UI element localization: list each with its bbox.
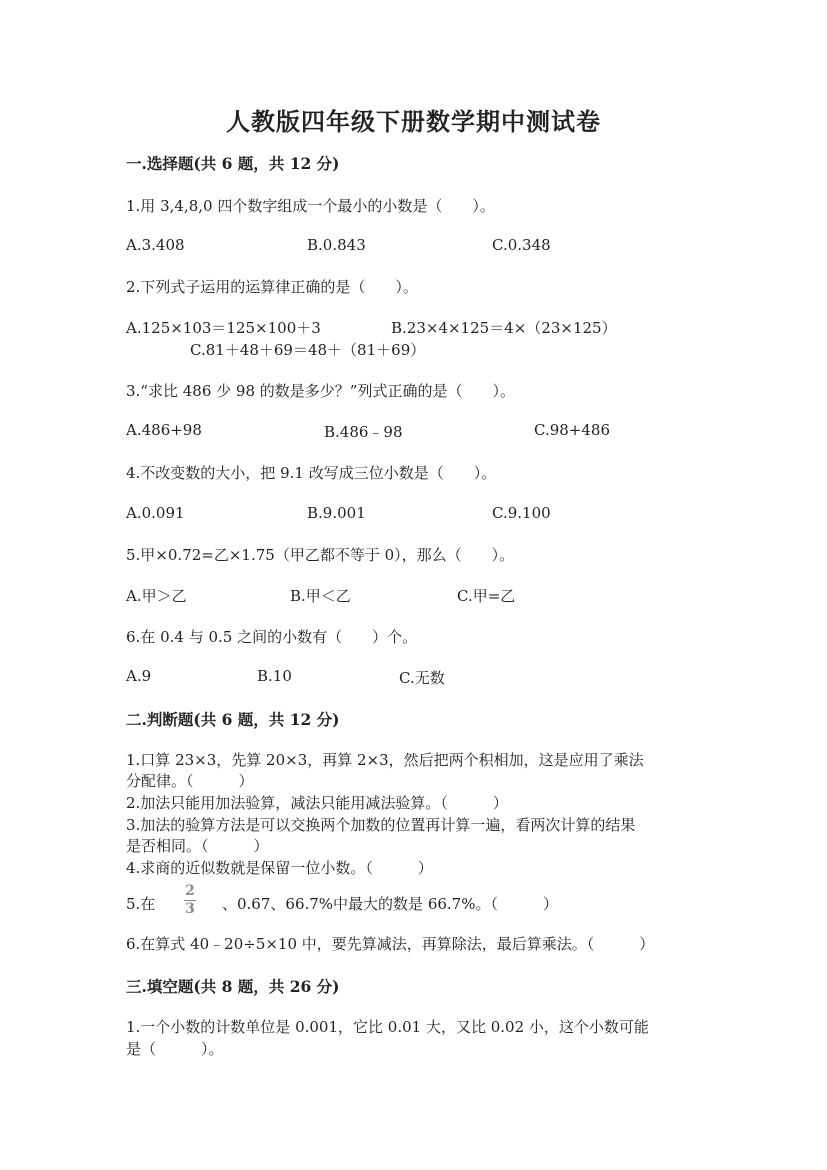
option-b: B.486﹣98 (324, 423, 403, 441)
option-c: C.无数 (399, 669, 445, 687)
question-stem: 6.在 0.4 与 0.5 之间的小数有（ ）个。 (126, 628, 418, 646)
judge-item-prefix: 5.在 (126, 895, 156, 913)
question-stem: 4.不改变数的大小，把 9.1 改写成三位小数是（ ）。 (126, 464, 497, 482)
judge-item-line: 是否相同。（ ） (126, 837, 269, 855)
question-stem: 3.“求比 486 少 98 的数是多少？”列式正确的是（ ）。 (126, 382, 515, 400)
section-heading-choice: 一.选择题(共 6 题，共 12 分) (126, 154, 340, 173)
option-b: B.甲＜乙 (290, 587, 351, 605)
page-title: 人教版四年级下册数学期中测试卷 (226, 107, 601, 136)
section-heading-judge: 二.判断题(共 6 题，共 12 分) (126, 710, 340, 729)
judge-item-line: 分配律。（ ） (126, 772, 254, 790)
option-c: C.81＋48＋69＝48＋（81＋69） (190, 341, 426, 359)
option-a: A.3.408 (126, 236, 185, 254)
option-c: C.9.100 (492, 504, 551, 522)
option-a: A.0.091 (126, 504, 185, 522)
question-stem: 2.下列式子运用的运算律正确的是（ ）。 (126, 278, 418, 296)
fill-item-line: 是（ ）。 (126, 1040, 224, 1058)
judge-item: 2.加法只能用加法验算，减法只能用减法验算。（ ） (126, 794, 508, 812)
option-c: C.甲=乙 (457, 587, 516, 605)
judge-item-line: 3.加法的验算方法是可以交换两个加数的位置再计算一遍，看两次计算的结果 (126, 816, 636, 834)
option-b: B.23×4×125＝4×（23×125） (391, 319, 617, 337)
option-c: C.0.348 (492, 236, 551, 254)
option-b: B.0.843 (307, 236, 366, 254)
question-stem: 1.用 3,4,8,0 四个数字组成一个最小的小数是（ ）。 (126, 197, 495, 215)
option-c: C.98+486 (534, 421, 610, 439)
fraction-numerator: 2 (185, 883, 195, 899)
fraction-two-thirds (182, 883, 198, 918)
option-b: B.10 (257, 667, 292, 685)
fraction-denominator: 3 (185, 901, 195, 917)
judge-item-line: 1.口算 23×3，先算 20×3，再算 2×3，然后把两个积相加，这是应用了乘法 (126, 751, 644, 769)
option-b: B.9.001 (307, 504, 366, 522)
judge-item: 6.在算式 40﹣20÷5×10 中，要先算减法，再算除法，最后算乘法。（ ） (126, 935, 655, 953)
question-stem: 5.甲×0.72=乙×1.75（甲乙都不等于 0），那么（ ）。 (126, 546, 515, 564)
option-a: A.甲＞乙 (126, 587, 187, 605)
judge-item-suffix: 、0.67、66.7%中最大的数是 66.7%。（ ） (222, 895, 558, 913)
fill-item-line: 1.一个小数的计数单位是 0.001，它比 0.01 大，又比 0.02 小，这个小数可能 (126, 1018, 649, 1036)
option-a: A.9 (126, 667, 152, 685)
judge-item: 4.求商的近似数就是保留一位小数。（ ） (126, 859, 433, 877)
section-heading-fill: 三.填空题(共 8 题，共 26 分) (126, 977, 340, 996)
option-a: A.486+98 (126, 421, 202, 439)
option-a: A.125×103＝125×100＋3 (126, 319, 321, 337)
